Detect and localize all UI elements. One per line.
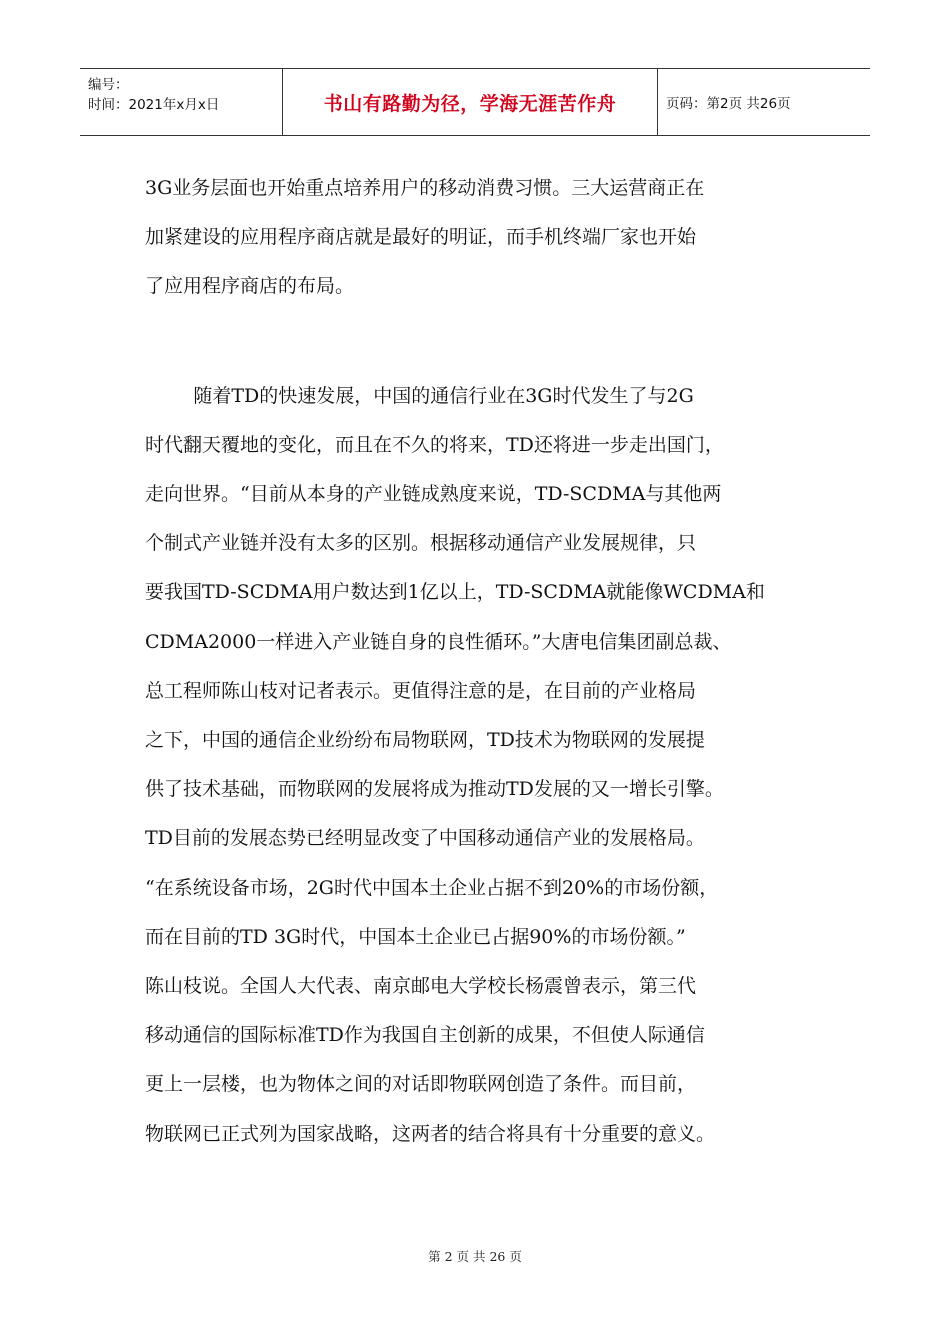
text-line: 物联网已正式列为国家战略，这两者的结合将具有十分重要的意义。 <box>145 1122 716 1145</box>
header-code-label: 编号： <box>88 77 129 93</box>
header-time-label: 时间：2021年x月x日 <box>88 97 220 113</box>
text-line: 移动通信的国际标准TD作为我国自主创新的成果，不但使人际通信 <box>145 1024 705 1047</box>
paragraph-2 <box>145 372 825 1159</box>
document-body <box>145 164 825 1159</box>
paragraph-gap <box>145 312 825 372</box>
text-line: 供了技术基础，而物联网的发展将成为推动TD发展的又一增长引擎。 <box>145 778 724 801</box>
text-line: TD目前的发展态势已经明显改变了中国移动通信产业的发展格局。 <box>145 827 705 850</box>
text-line: “在系统设备市场，2G时代中国本土企业占据不到20%的市场份额， <box>145 876 719 899</box>
text-line: 个制式产业链并没有太多的区别。根据移动通信产业发展规律，只 <box>145 532 697 555</box>
text-line: 要我国TD-SCDMA用户数达到1亿以上，TD-SCDMA就能像WCDMA和 <box>145 581 765 604</box>
text-line: 加紧建设的应用程序商店就是最好的明证，而手机终端厂家也开始 <box>145 226 697 249</box>
page-header <box>80 68 870 136</box>
text-line: CDMA2000一样进入产业链自身的良性循环。”大唐电信集团副总裁、 <box>145 630 732 653</box>
page-footer: 第 2 页 共 26 页 <box>428 1249 522 1264</box>
text-line: 之下，中国的通信企业纷纷布局物联网，TD技术为物联网的发展提 <box>145 729 705 752</box>
text-line: 而在目前的TD 3G时代，中国本土企业已占据90%的市场份额。” <box>145 925 686 948</box>
text-line: 陈山枝说。全国人大代表、南京邮电大学校长杨震曾表示，第三代 <box>145 975 697 998</box>
text-line: 了应用程序商店的布局。 <box>145 275 355 298</box>
text-line: 更上一层楼，也为物体之间的对话即物联网创造了条件。而目前， <box>145 1073 697 1096</box>
header-page-info: 页码：第2页 共26页 <box>666 96 791 112</box>
text-line: 走向世界。“目前从本身的产业链成熟度来说，TD-SCDMA与其他两 <box>145 483 722 506</box>
text-line: 随着TD的快速发展，中国的通信行业在3G时代发生了与2G <box>145 384 694 407</box>
text-line: 总工程师陈山枝对记者表示。更值得注意的是，在目前的产业格局 <box>145 679 697 702</box>
header-meta <box>80 69 283 135</box>
text-line: 3G业务层面也开始重点培养用户的移动消费习惯。三大运营商正在 <box>145 177 705 199</box>
header-motto: 书山有路勤为径，学海无涯苦作舟 <box>283 69 658 135</box>
paragraph-1 <box>145 164 825 312</box>
text-line: 时代翻天覆地的变化，而且在不久的将来，TD还将进一步走出国门， <box>145 433 724 456</box>
